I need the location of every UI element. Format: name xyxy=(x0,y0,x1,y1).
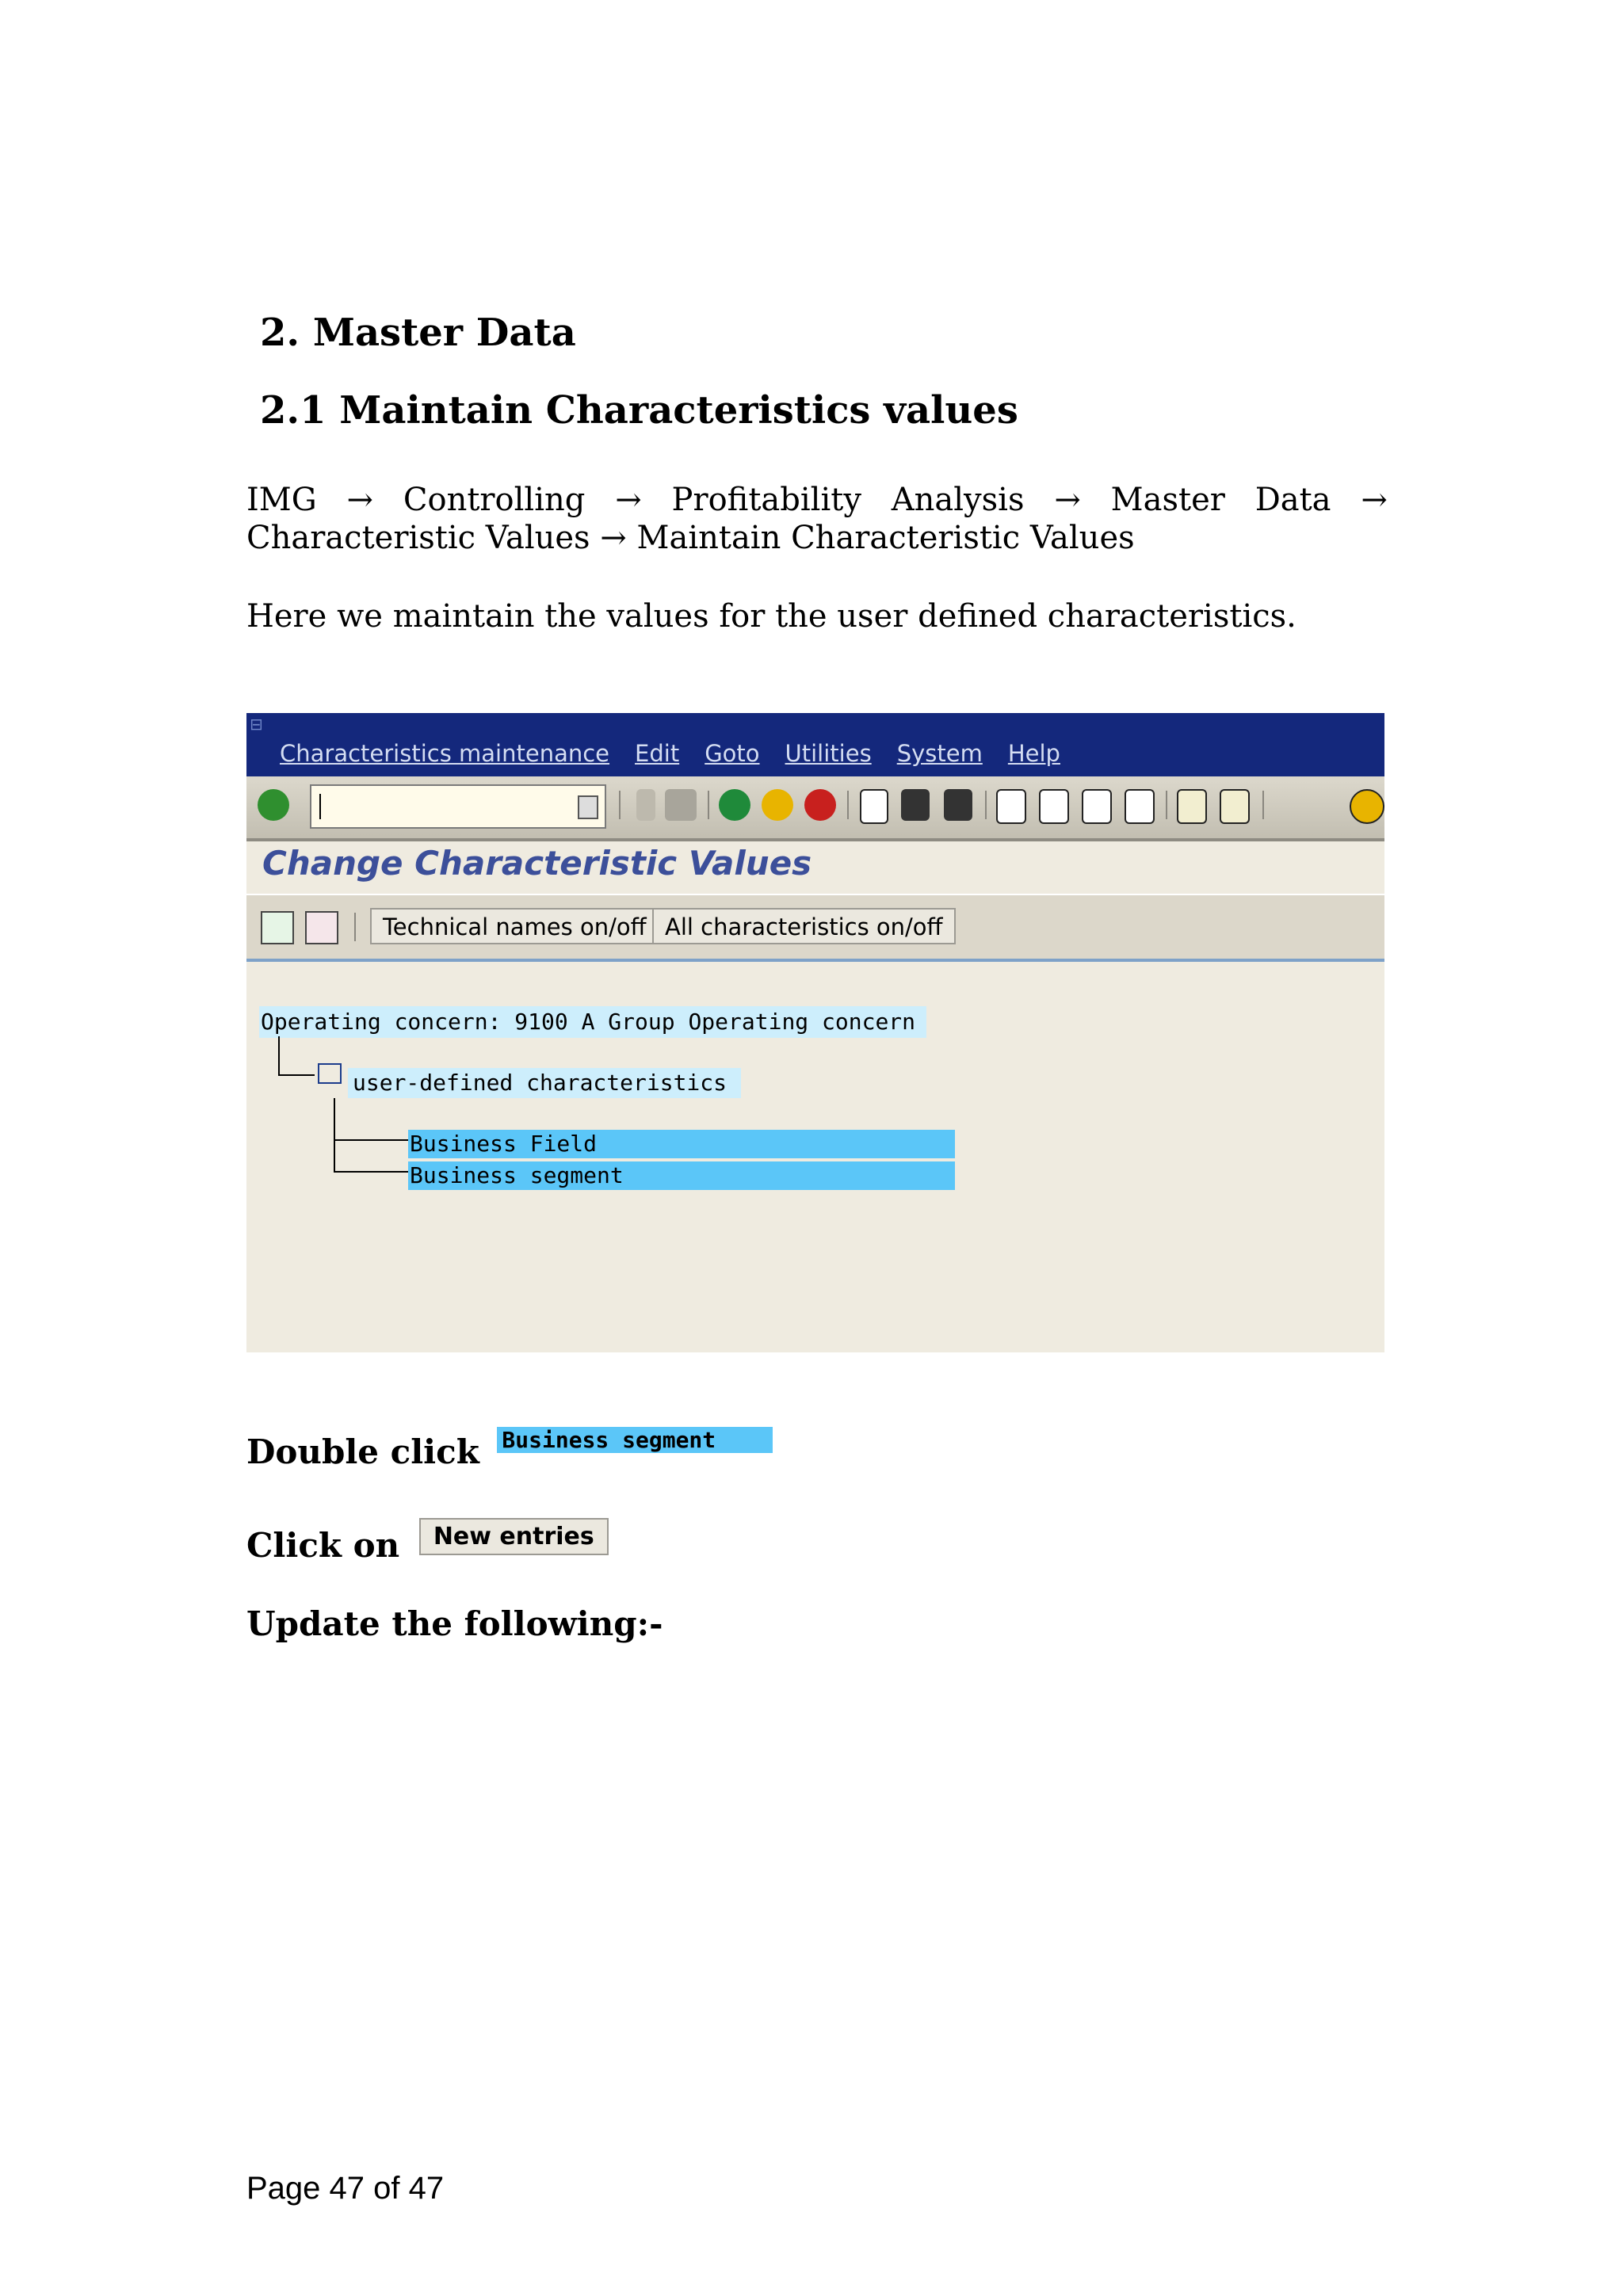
back-arrow-small-icon[interactable] xyxy=(636,789,655,821)
screen-title: Change Characteristic Values xyxy=(262,844,812,883)
sap-screenshot xyxy=(246,713,1384,1352)
menu-system[interactable]: System xyxy=(896,740,983,767)
previous-page-icon[interactable] xyxy=(1039,789,1069,824)
arrow-icon: → xyxy=(615,482,642,518)
toolbar-separator xyxy=(985,791,987,819)
arrow-icon: → xyxy=(346,482,374,518)
back-icon[interactable] xyxy=(719,789,750,821)
path-master: Master xyxy=(1110,482,1225,518)
sap-menu-bar xyxy=(246,713,1384,776)
cancel-icon[interactable] xyxy=(804,789,836,821)
menu-utilities[interactable]: Utilities xyxy=(785,740,872,767)
path-data: Data xyxy=(1254,482,1331,518)
update-instruction: Update the following:- xyxy=(246,1604,663,1643)
find-next-icon[interactable] xyxy=(944,789,972,821)
first-page-icon[interactable] xyxy=(996,789,1026,824)
toolbar-separator xyxy=(354,913,356,941)
menu-goto[interactable]: Goto xyxy=(705,740,760,767)
enter-check-icon[interactable] xyxy=(258,789,289,821)
arrow-icon: → xyxy=(1054,482,1081,518)
tree-root[interactable]: Operating concern: 9100 A Group Operating concern xyxy=(259,1006,926,1038)
folder-icon xyxy=(318,1063,342,1084)
business-segment-chip: Business segment xyxy=(497,1427,773,1453)
menu-path-line-1 xyxy=(246,482,1388,518)
text-cursor xyxy=(319,794,321,819)
toolbar-separator xyxy=(619,791,621,819)
next-page-icon[interactable] xyxy=(1082,789,1112,824)
path-controlling: Controlling xyxy=(403,482,586,518)
click-on-label: Click on xyxy=(246,1526,400,1565)
menu-edit[interactable]: Edit xyxy=(635,740,680,767)
path-profitability: Profitability xyxy=(671,482,861,518)
exit-icon[interactable] xyxy=(762,789,793,821)
menu-help[interactable]: Help xyxy=(1007,740,1060,767)
technical-names-button[interactable]: Technical names on/off xyxy=(370,908,659,944)
find-icon[interactable] xyxy=(901,789,930,821)
page-footer: Page 47 of 47 xyxy=(246,2171,445,2206)
tree-connector xyxy=(278,1074,315,1076)
tree-connector xyxy=(334,1098,335,1171)
shortcut-icon[interactable] xyxy=(1220,789,1250,824)
command-history-icon[interactable] xyxy=(578,795,598,819)
create-session-icon[interactable] xyxy=(1177,789,1207,824)
path-analysis: Analysis xyxy=(891,482,1025,518)
tree-connector xyxy=(334,1171,410,1173)
sap-menu-items xyxy=(280,740,1060,767)
toolbar-separator xyxy=(1166,791,1167,819)
tree-connector xyxy=(278,1036,280,1076)
subsection-heading: 2.1 Maintain Characteristics values xyxy=(260,388,1018,433)
section-heading: 2. Master Data xyxy=(260,311,576,355)
toolbar-separator xyxy=(847,791,849,819)
new-entries-button-image: New entries xyxy=(419,1518,609,1555)
expand-icon[interactable] xyxy=(261,911,294,944)
tree-item-business-segment[interactable]: Business segment xyxy=(408,1161,955,1190)
tree-folder[interactable]: user-defined characteristics xyxy=(348,1068,741,1098)
application-toolbar xyxy=(246,894,1384,962)
double-click-label: Double click xyxy=(246,1432,479,1471)
menu-path-line-2: Characteristic Values → Maintain Characteristic Values xyxy=(246,520,1135,556)
tree-item-business-field[interactable]: Business Field xyxy=(408,1130,955,1158)
collapse-icon[interactable] xyxy=(305,911,338,944)
last-page-icon[interactable] xyxy=(1125,789,1155,824)
toolbar-separator xyxy=(708,791,709,819)
print-icon[interactable] xyxy=(860,789,888,824)
all-characteristics-button[interactable]: All characteristics on/off xyxy=(652,908,956,944)
path-img: IMG xyxy=(246,482,317,518)
description-paragraph: Here we maintain the values for the user defined characteristics. xyxy=(246,598,1296,635)
window-menu-icon[interactable]: ⊟ xyxy=(250,715,263,734)
tree-connector xyxy=(334,1139,410,1141)
save-icon[interactable] xyxy=(665,789,697,821)
menu-characteristics-maintenance[interactable]: Characteristics maintenance xyxy=(280,740,610,767)
help-icon[interactable] xyxy=(1350,789,1384,824)
toolbar-separator xyxy=(1262,791,1264,819)
click-on-instruction xyxy=(246,1523,609,1565)
command-field[interactable] xyxy=(310,784,606,829)
sap-standard-toolbar xyxy=(246,776,1384,841)
arrow-icon: → xyxy=(1361,482,1388,518)
double-click-instruction xyxy=(246,1427,773,1471)
